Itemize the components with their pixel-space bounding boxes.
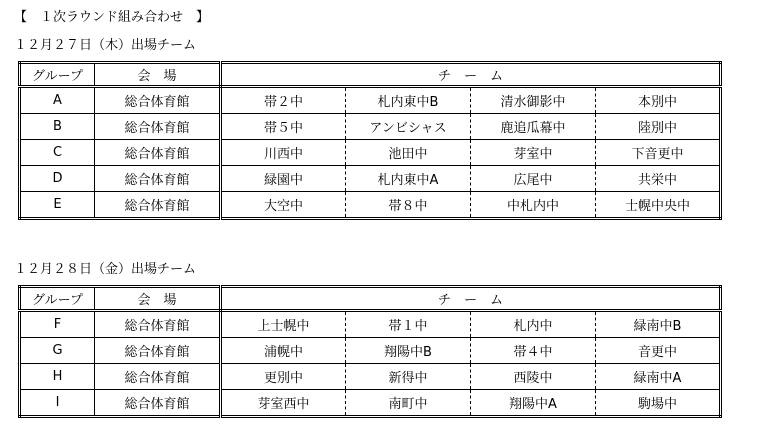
group-header: グループ — [20, 287, 95, 311]
team-cell: 西陵中 — [471, 364, 596, 390]
team-header: チ ー ム — [221, 63, 721, 87]
team-cell: 大空中 — [221, 192, 346, 219]
team-cell: 下音更中 — [596, 140, 721, 166]
team-cell: 帯２中 — [221, 87, 346, 114]
day-2-heading: １２月２８日（金）出場チーム — [14, 262, 197, 277]
group-header: グループ — [20, 63, 95, 87]
group-cell: H — [20, 364, 95, 390]
venue-header: 会 場 — [95, 63, 221, 87]
venue-cell: 総合体育館 — [95, 390, 221, 417]
team-cell: 陸別中 — [596, 114, 721, 140]
table-row — [20, 364, 721, 390]
venue-cell: 総合体育館 — [95, 311, 221, 338]
table-row — [20, 192, 721, 219]
venue-cell: 総合体育館 — [95, 364, 221, 390]
venue-cell: 総合体育館 — [95, 166, 221, 192]
group-cell: A — [20, 87, 95, 114]
group-cell: G — [20, 338, 95, 364]
team-cell: 新得中 — [346, 364, 471, 390]
team-cell: 上士幌中 — [221, 311, 346, 338]
team-cell: 芽室中 — [471, 140, 596, 166]
team-cell: 緑南中A — [596, 364, 721, 390]
group-cell: C — [20, 140, 95, 166]
group-cell: E — [20, 192, 95, 219]
team-cell: 緑園中 — [221, 166, 346, 192]
table-header-row — [20, 63, 721, 87]
team-cell: 札内東中A — [346, 166, 471, 192]
team-cell: 川西中 — [221, 140, 346, 166]
team-cell: 鹿追瓜幕中 — [471, 114, 596, 140]
team-cell: 清水御影中 — [471, 87, 596, 114]
team-cell: 士幌中央中 — [596, 192, 721, 219]
venue-cell: 総合体育館 — [95, 140, 221, 166]
team-cell: アンビシャス — [346, 114, 471, 140]
team-cell: 駒場中 — [596, 390, 721, 417]
table-row — [20, 311, 721, 338]
team-cell: 本別中 — [596, 87, 721, 114]
team-cell: 共栄中 — [596, 166, 721, 192]
team-cell: 翔陽中A — [471, 390, 596, 417]
team-cell: 帯４中 — [471, 338, 596, 364]
team-cell: 帯５中 — [221, 114, 346, 140]
group-cell: I — [20, 390, 95, 417]
team-cell: 中札内中 — [471, 192, 596, 219]
team-cell: 南町中 — [346, 390, 471, 417]
team-cell: 緑南中B — [596, 311, 721, 338]
team-cell: 帯１中 — [346, 311, 471, 338]
venue-cell: 総合体育館 — [95, 192, 221, 219]
group-cell: B — [20, 114, 95, 140]
day-2-table — [18, 285, 722, 418]
team-cell: 札内東中B — [346, 87, 471, 114]
table-row — [20, 114, 721, 140]
table-row — [20, 166, 721, 192]
table-row — [20, 390, 721, 417]
team-cell: 池田中 — [346, 140, 471, 166]
venue-header: 会 場 — [95, 287, 221, 311]
team-cell: 芽室西中 — [221, 390, 346, 417]
day-1-heading: １２月２７日（木）出場チーム — [14, 38, 197, 53]
venue-cell: 総合体育館 — [95, 114, 221, 140]
team-cell: 広尾中 — [471, 166, 596, 192]
table-row — [20, 338, 721, 364]
team-cell: 浦幌中 — [221, 338, 346, 364]
table-row — [20, 140, 721, 166]
table-header-row — [20, 287, 721, 311]
day-1-table — [18, 61, 722, 220]
page-title: 【 １次ラウンド組み合わせ 】 — [14, 10, 210, 25]
group-cell: D — [20, 166, 95, 192]
team-cell: 音更中 — [596, 338, 721, 364]
group-cell: F — [20, 311, 95, 338]
table-row — [20, 87, 721, 114]
team-cell: 翔陽中B — [346, 338, 471, 364]
team-cell: 札内中 — [471, 311, 596, 338]
team-cell: 帯８中 — [346, 192, 471, 219]
venue-cell: 総合体育館 — [95, 338, 221, 364]
team-cell: 更別中 — [221, 364, 346, 390]
venue-cell: 総合体育館 — [95, 87, 221, 114]
team-header: チ ー ム — [221, 287, 721, 311]
